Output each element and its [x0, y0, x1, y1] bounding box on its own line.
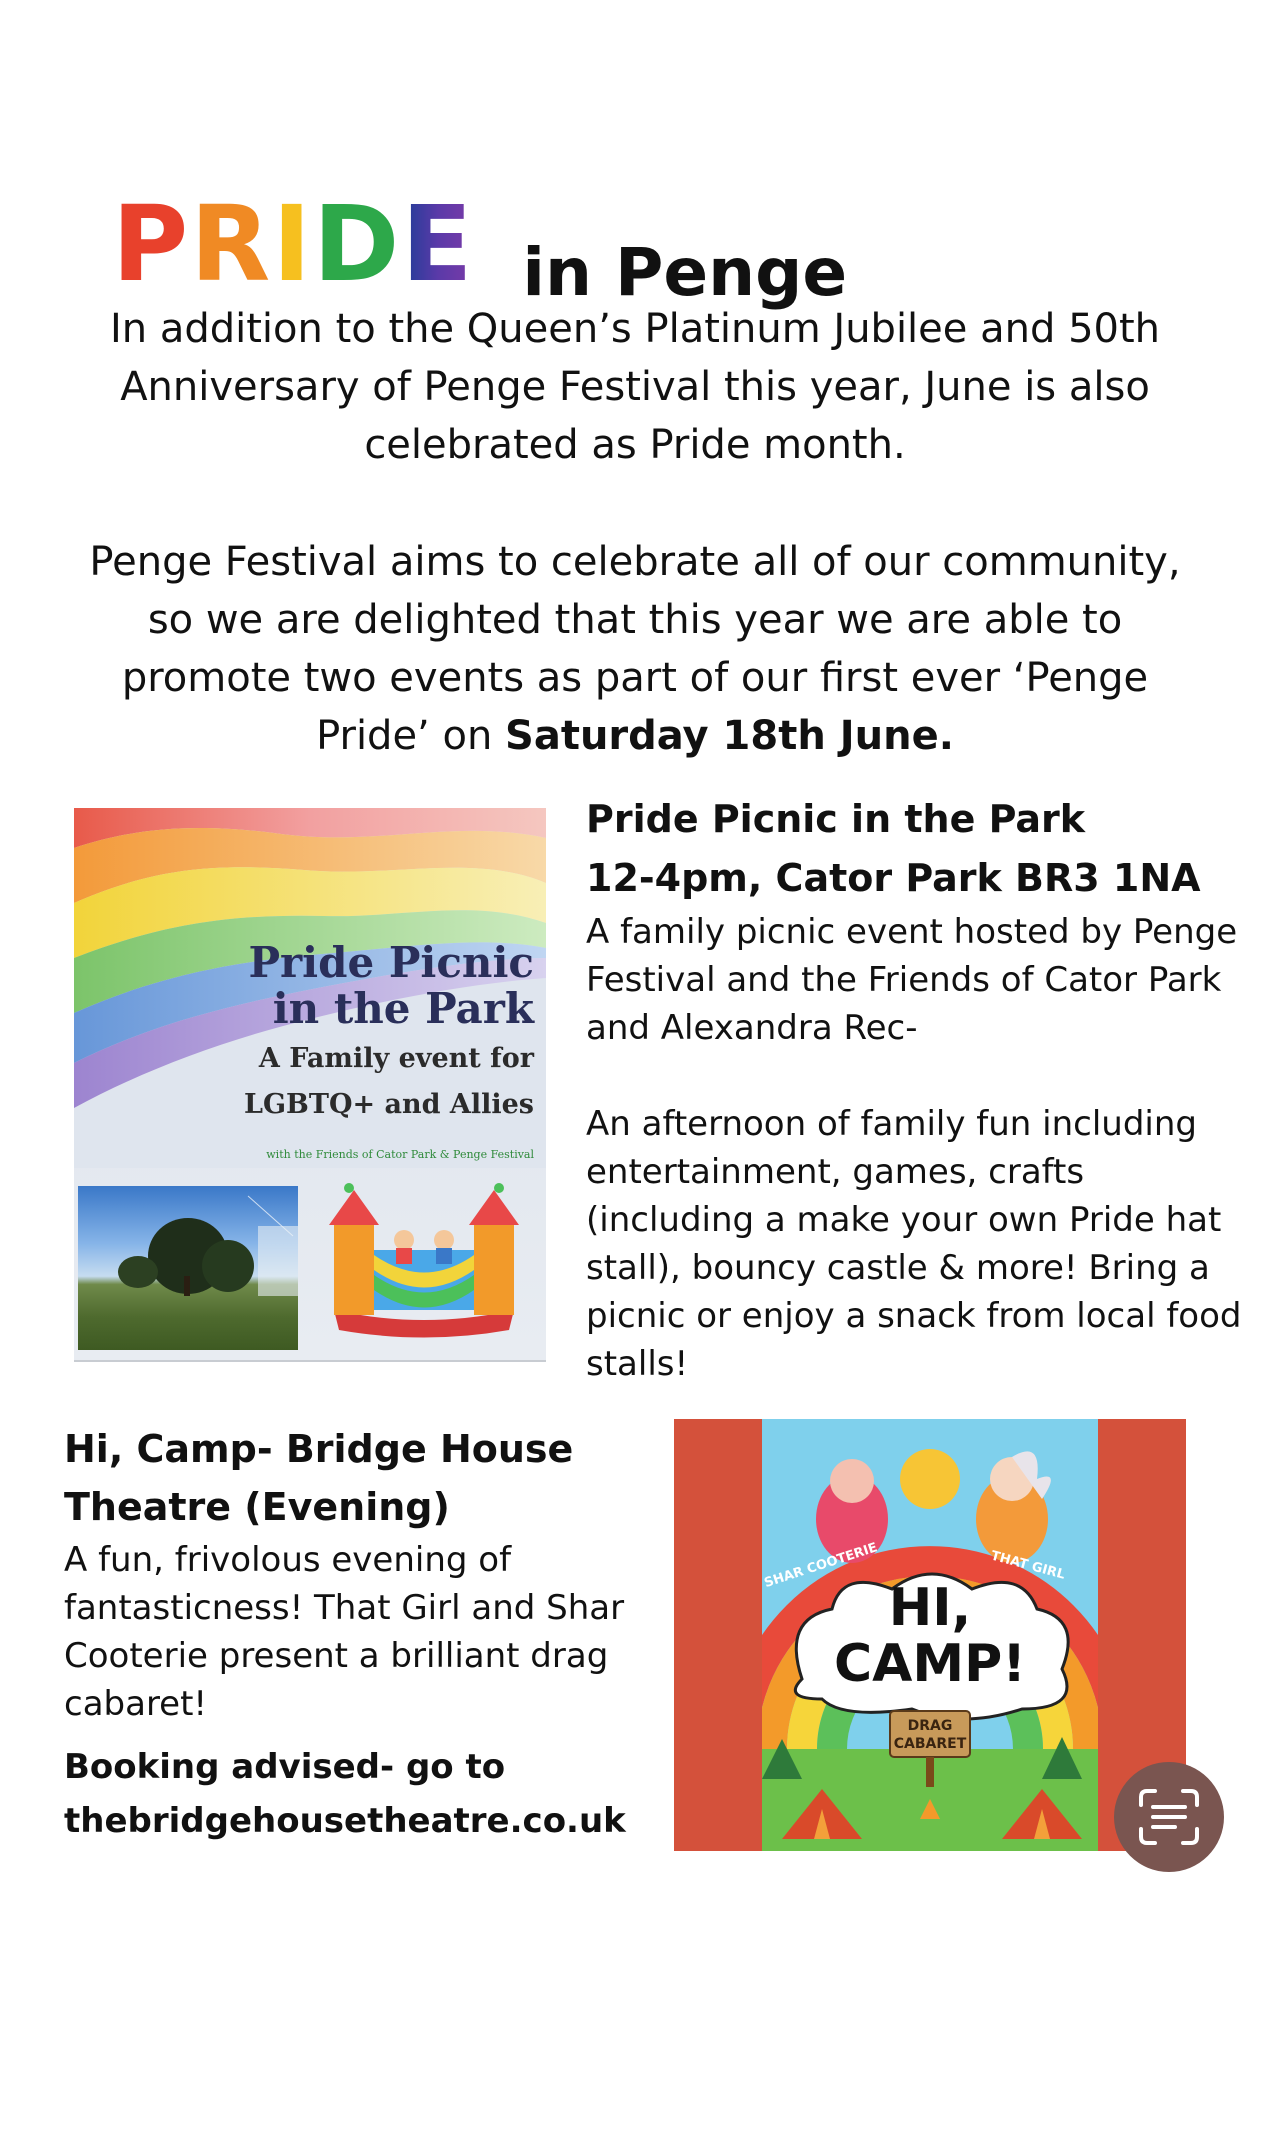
- park-photo: [78, 1186, 298, 1350]
- booking-website: thebridgehousetheatre.co.uk: [64, 1801, 626, 1841]
- heading-suffix: in Penge: [522, 234, 848, 311]
- event1-description-2: An afternoon of family fun including entertainment, games, crafts (including a make your own Pride hat stall), bouncy castle & more! Bring a picnic or enjoy a snack from local food stalls!: [586, 1104, 1242, 1384]
- booking-note: Booking advised- go to: [64, 1747, 506, 1787]
- event1-title: Pride Picnic in the Park: [586, 797, 1086, 841]
- text-scan-icon: [1137, 1787, 1201, 1847]
- park-trees-illustration: [78, 1186, 298, 1350]
- event2-details: [64, 1420, 634, 1848]
- pride-letter-e: E: [401, 183, 475, 305]
- pride-picnic-poster: [74, 808, 546, 1362]
- poster2-title-line1: HI,: [888, 1578, 972, 1638]
- hi-camp-illustration: [762, 1419, 1098, 1851]
- pride-letter-i: I: [272, 183, 314, 305]
- event1-description-1: A family picnic event hosted by Penge Festival and the Friends of Cator Park and Alexandra Rec-: [586, 912, 1238, 1048]
- poster2-sign-line2: CABARET: [893, 1736, 967, 1752]
- pride-letter-p: P: [112, 183, 191, 305]
- event2-description: A fun, frivolous evening of fantasticness! That Girl and Shar Cooterie present a brilliant drag cabaret!: [64, 1540, 625, 1724]
- poster2-name-right: THAT GIRL: [989, 1548, 1067, 1583]
- hi-camp-poster-artwork: [762, 1419, 1098, 1851]
- poster-subtitle-text: A Family event for LGBTQ+ and Allies: [244, 1043, 534, 1120]
- poster-subtitle: [234, 1036, 534, 1128]
- pride-letter-r: R: [190, 183, 273, 305]
- pride-logo-word: [112, 183, 475, 305]
- event2-booking: [64, 1740, 634, 1848]
- event1-time-location: 12-4pm, Cator Park BR3 1NA: [586, 856, 1201, 900]
- event2-title: Hi, Camp- Bridge House Theatre (Evening): [64, 1427, 574, 1529]
- poster2-title-line2: CAMP!: [834, 1634, 1026, 1694]
- poster2-sign-line1: DRAG: [907, 1718, 953, 1734]
- intro-paragraph-1: In addition to the Queen’s Platinum Jubilee and 50th Anniversary of Penge Festival this year, June is also celebrated as Pride month.: [109, 306, 1161, 468]
- poster2-name-left: SHAR COOTERIE: [762, 1540, 880, 1592]
- bouncy-castle-illustration: [324, 1180, 524, 1340]
- intro-paragraph-2: [70, 533, 1200, 765]
- pride-letter-d: D: [313, 183, 402, 305]
- intro-paragraph-2-text: Penge Festival aims to celebrate all of our community, so we are delighted that this year we are able to promote two events as part of our first ever ‘Penge Pride’ on: [89, 539, 1181, 759]
- poster-credit: with the Friends of Cator Park & Penge Festival: [266, 1148, 534, 1161]
- poster-title-text: Pride Picnic in the Park: [248, 938, 534, 1033]
- event1-details: [586, 790, 1246, 1388]
- page-heading: [112, 183, 848, 311]
- event-date: Saturday 18th June.: [505, 713, 954, 759]
- hi-camp-poster: [674, 1419, 1186, 1851]
- poster-title: [194, 940, 534, 1032]
- live-text-button[interactable]: [1114, 1762, 1224, 1872]
